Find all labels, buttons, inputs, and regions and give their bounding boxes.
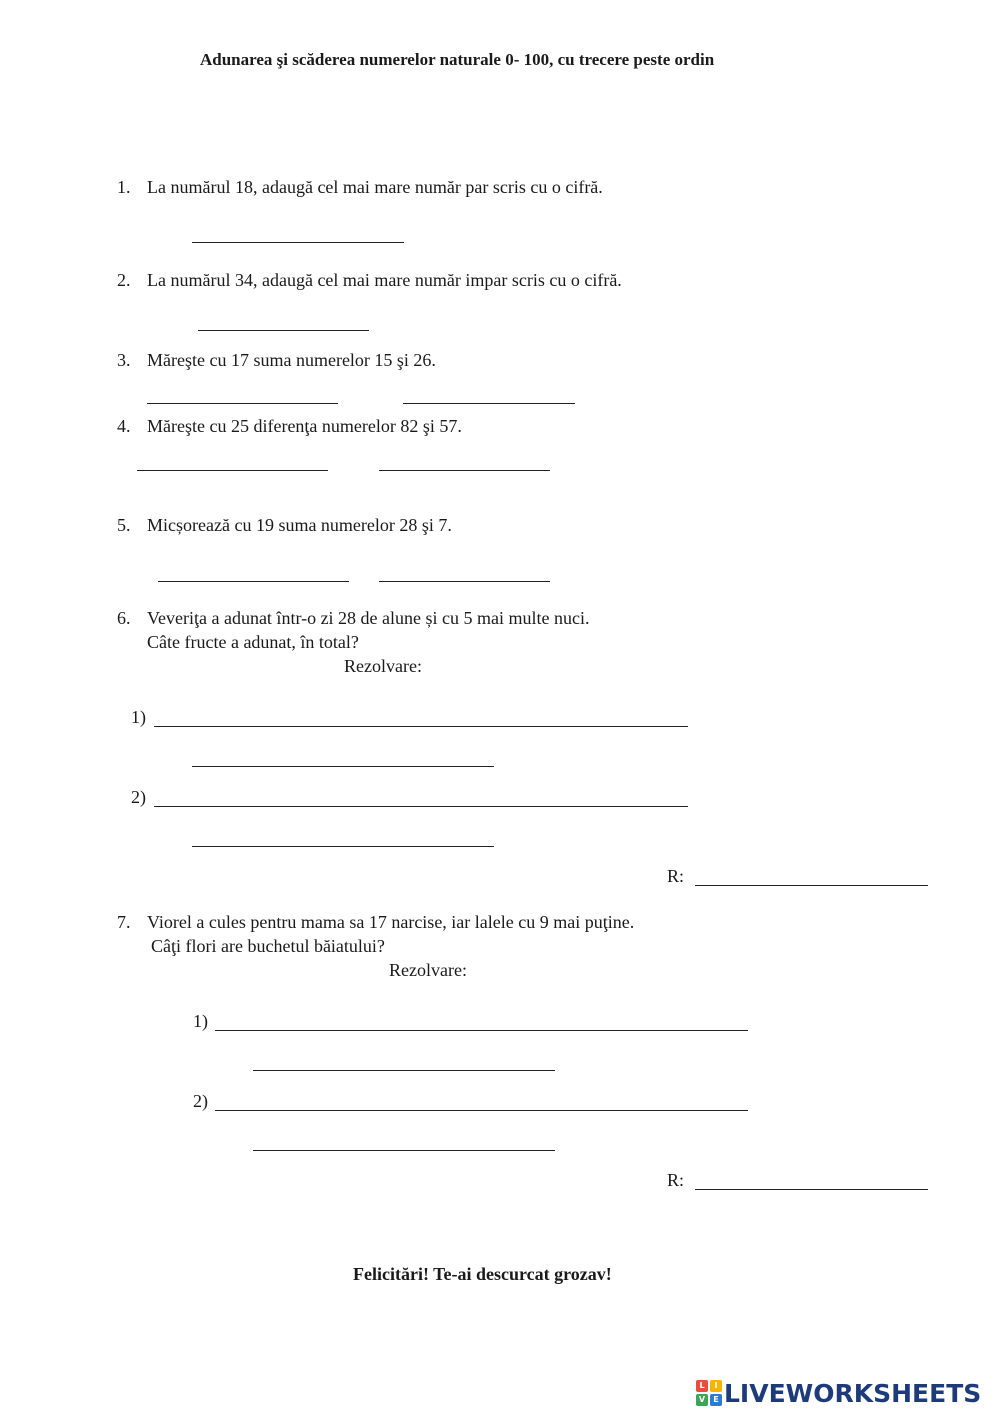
exercise-4-answer-line-2[interactable] bbox=[379, 470, 550, 471]
exercise-5-text: Micșorează cu 19 suma numerelor 28 şi 7. bbox=[147, 515, 452, 535]
logo-tile-v: V bbox=[696, 1394, 708, 1406]
exercise-6-question: Câte fructe a adunat, în total? bbox=[147, 632, 359, 652]
exercise-7-step-1-label: 1) bbox=[193, 1011, 208, 1031]
exercise-3-answer-line-1[interactable] bbox=[147, 403, 338, 404]
exercise-6-answer-label: R: bbox=[667, 866, 685, 886]
exercise-7-step-1-line-2[interactable] bbox=[253, 1070, 555, 1071]
exercise-5-number: 5. bbox=[117, 515, 131, 535]
exercise-2-number: 2. bbox=[117, 270, 131, 290]
exercise-7-number: 7. bbox=[117, 912, 131, 932]
exercise-4-answer-line-1[interactable] bbox=[137, 470, 328, 471]
logo-tile-l: L bbox=[696, 1380, 708, 1392]
exercise-5-answer-line-1[interactable] bbox=[158, 581, 349, 582]
exercise-2-answer-line[interactable] bbox=[198, 330, 369, 331]
logo-tile-e: E bbox=[710, 1394, 722, 1406]
exercise-6-step-1-label: 1) bbox=[131, 707, 146, 727]
exercise-7-question: Câţi flori are buchetul băiatului? bbox=[151, 936, 385, 956]
brand-name: LIVEWORKSHEETS bbox=[724, 1378, 982, 1408]
closing-message: Felicitări! Te-ai descurcat grozav! bbox=[353, 1264, 612, 1284]
exercise-6-answer-line[interactable] bbox=[695, 885, 928, 886]
exercise-7-answer-line[interactable] bbox=[695, 1189, 928, 1190]
exercise-4-text: Măreşte cu 25 diferenţa numerelor 82 şi 57. bbox=[147, 416, 462, 436]
exercise-1-answer-line[interactable] bbox=[192, 242, 404, 243]
exercise-6-step-2-label: 2) bbox=[131, 787, 146, 807]
exercise-7-step-2-label: 2) bbox=[193, 1091, 208, 1111]
exercise-7-step-2-line[interactable] bbox=[215, 1110, 748, 1111]
liveworksheets-icon bbox=[696, 1380, 722, 1406]
exercise-4-number: 4. bbox=[117, 416, 131, 436]
liveworksheets-logo[interactable] bbox=[696, 1378, 981, 1408]
exercise-7-answer-label: R: bbox=[667, 1170, 685, 1190]
exercise-7-step-1-line[interactable] bbox=[215, 1030, 748, 1031]
exercise-6-text: Veveriţa a adunat într-o zi 28 de alune și cu 5 mai multe nuci. bbox=[147, 608, 590, 628]
exercise-3-answer-line-2[interactable] bbox=[403, 403, 575, 404]
exercise-6-number: 6. bbox=[117, 608, 131, 628]
exercise-1-number: 1. bbox=[117, 177, 131, 197]
exercise-6-step-1-line-2[interactable] bbox=[192, 766, 494, 767]
exercise-6-solution-label: Rezolvare: bbox=[344, 656, 422, 676]
exercise-5-answer-line-2[interactable] bbox=[379, 581, 550, 582]
exercise-3-number: 3. bbox=[117, 350, 131, 370]
exercise-2-text: La numărul 34, adaugă cel mai mare număr impar scris cu o cifră. bbox=[147, 270, 622, 290]
exercise-1-text: La numărul 18, adaugă cel mai mare număr par scris cu o cifră. bbox=[147, 177, 603, 197]
exercise-7-text: Viorel a cules pentru mama sa 17 narcise, iar lalele cu 9 mai puţine. bbox=[147, 912, 635, 932]
logo-tile-i: I bbox=[710, 1380, 722, 1392]
exercise-6-step-2-line-2[interactable] bbox=[192, 846, 494, 847]
exercise-3-text: Măreşte cu 17 suma numerelor 15 şi 26. bbox=[147, 350, 436, 370]
exercise-7-step-2-line-2[interactable] bbox=[253, 1150, 555, 1151]
page-title: Adunarea şi scăderea numerelor naturale 0- 100, cu trecere peste ordin bbox=[200, 50, 715, 69]
exercise-6-step-1-line[interactable] bbox=[154, 726, 688, 727]
exercise-6-step-2-line[interactable] bbox=[154, 806, 688, 807]
exercise-7-solution-label: Rezolvare: bbox=[389, 960, 467, 980]
